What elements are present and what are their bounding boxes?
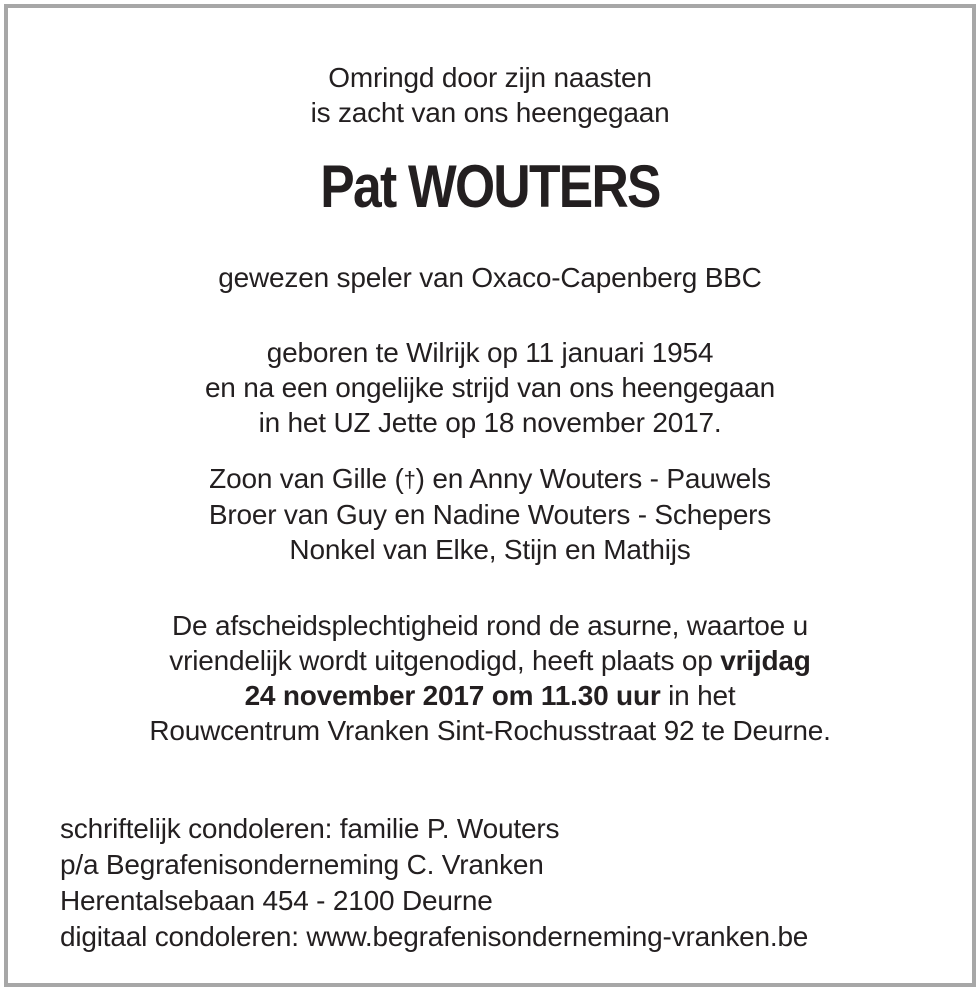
birth-line: geboren te Wilrijk op 11 januari 1954 <box>266 337 714 368</box>
care-of-line: p/a Begrafenisonderneming C. Vranken <box>60 849 544 880</box>
intro-line-1: Omringd door zijn naasten <box>328 62 652 93</box>
brother-of-line: Broer van Guy en Nadine Wouters - Schepers <box>208 499 772 530</box>
son-of-line <box>8 461 972 497</box>
ceremony-details <box>8 608 972 748</box>
death-notice <box>8 8 972 983</box>
ceremony-location: Rouwcentrum Vranken Sint-Rochusstraat 92 te Deurne. <box>149 715 831 746</box>
intro-line-2: is zacht van ons heengegaan <box>310 97 670 128</box>
death-notice-frame <box>4 4 976 987</box>
written-condolence-line: schriftelijk condoleren: familie P. Wouters <box>60 813 560 844</box>
former-role <box>8 260 972 295</box>
ceremony-line-2-text: vriendelijk wordt uitgenodigd, heeft plaats op <box>169 645 721 676</box>
death-place-date-line: in het UZ Jette op 18 november 2017. <box>258 407 722 438</box>
dagger-icon: † <box>403 467 416 492</box>
ceremony-date-time: 24 november 2017 om 11.30 uur <box>244 680 661 711</box>
former-role-line: gewezen speler van Oxaco-Capenberg BBC <box>218 262 762 293</box>
address-line: Herentalsebaan 454 - 2100 Deurne <box>60 885 493 916</box>
deceased-name: Pat WOUTERS <box>320 153 660 220</box>
son-of-suffix: ) en Anny Wouters - Pauwels <box>415 463 771 494</box>
ceremony-line-3-text: in het <box>660 680 736 711</box>
intro-text <box>8 60 972 130</box>
ceremony-line-2 <box>8 643 972 678</box>
ceremony-day: vrijdag <box>720 645 811 676</box>
birth-death-details <box>8 335 972 440</box>
ceremony-line-1: De afscheidsplechtigheid rond de asurne, waartoe u <box>172 610 808 641</box>
digital-condolence-line: digitaal condoleren: www.begrafenisonderneming-vranken.be <box>60 921 809 952</box>
son-of-prefix: Zoon van Gille ( <box>209 463 404 494</box>
condolence-info <box>60 811 808 955</box>
passing-line: en na een ongelijke strijd van ons heengegaan <box>204 372 776 403</box>
ceremony-line-3 <box>8 678 972 713</box>
family-relations <box>8 461 972 567</box>
uncle-of-line: Nonkel van Elke, Stijn en Mathijs <box>289 534 691 565</box>
